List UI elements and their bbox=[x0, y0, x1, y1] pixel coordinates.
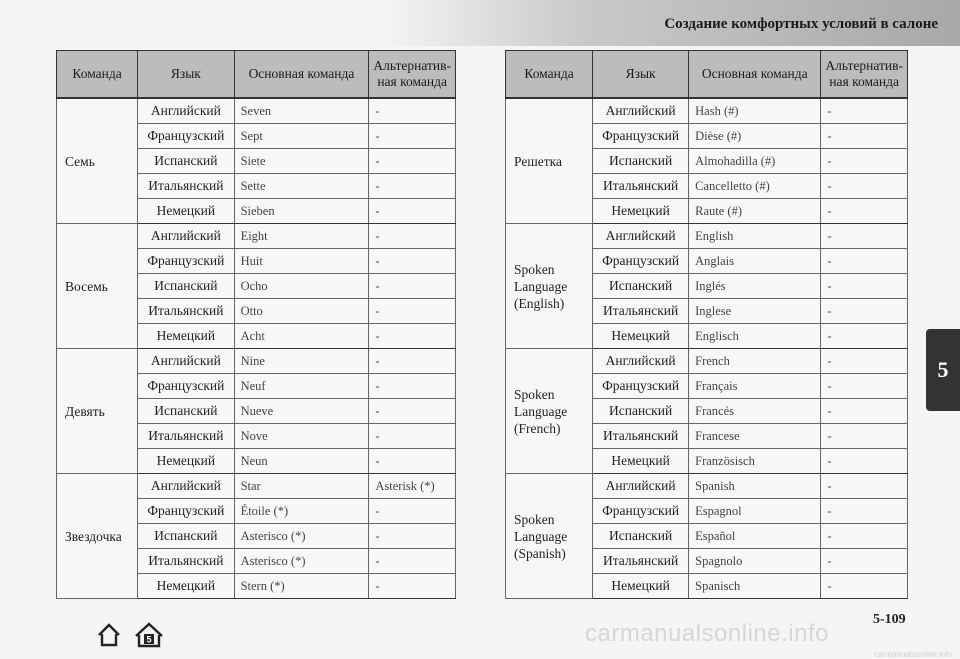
language-cell: Немецкий bbox=[593, 449, 689, 474]
command-line: Spoken bbox=[514, 386, 555, 402]
language-cell: Немецкий bbox=[593, 324, 689, 349]
table-row bbox=[506, 474, 908, 499]
alt-command-cell: - bbox=[369, 499, 456, 524]
col-header-alt-command bbox=[369, 51, 456, 99]
language-cell: Английский bbox=[593, 349, 689, 374]
language-cell: Французский bbox=[138, 374, 234, 399]
alt-command-cell: - bbox=[821, 499, 908, 524]
col-header-main-command: Основная команда bbox=[689, 51, 821, 99]
alt-command-cell: - bbox=[821, 249, 908, 274]
col-header-command: Команда bbox=[57, 51, 138, 99]
alt-command-cell: - bbox=[821, 324, 908, 349]
command-cell bbox=[57, 349, 138, 474]
main-command-cell: Asterisco (*) bbox=[234, 524, 369, 549]
language-cell: Итальянский bbox=[593, 299, 689, 324]
main-command-cell: Französisch bbox=[689, 449, 821, 474]
alt-command-cell: - bbox=[369, 98, 456, 124]
alt-command-cell: - bbox=[821, 374, 908, 399]
command-line: (Spanish) bbox=[514, 545, 566, 561]
language-cell: Английский bbox=[138, 349, 234, 374]
main-command-cell: Sieben bbox=[234, 199, 369, 224]
alt-command-cell: - bbox=[369, 449, 456, 474]
toc-badge-text: 5 bbox=[146, 634, 152, 645]
main-command-cell: Huit bbox=[234, 249, 369, 274]
main-command-cell: Espagnol bbox=[689, 499, 821, 524]
alt-command-cell: - bbox=[369, 299, 456, 324]
main-command-cell: French bbox=[689, 349, 821, 374]
alt-command-cell: - bbox=[369, 524, 456, 549]
command-line: Девять bbox=[65, 403, 105, 419]
language-cell: Итальянский bbox=[138, 549, 234, 574]
alt-command-cell: - bbox=[821, 474, 908, 499]
alt-command-cell: - bbox=[821, 549, 908, 574]
language-cell: Французский bbox=[593, 374, 689, 399]
alt-command-cell: - bbox=[821, 274, 908, 299]
alt-command-cell: - bbox=[369, 574, 456, 599]
voice-command-table-right bbox=[505, 50, 908, 599]
command-line: Семь bbox=[65, 153, 95, 169]
command-line: Language bbox=[514, 528, 568, 544]
alt-command-cell: - bbox=[369, 324, 456, 349]
language-cell: Испанский bbox=[138, 149, 234, 174]
language-cell: Немецкий bbox=[138, 449, 234, 474]
command-cell bbox=[57, 474, 138, 599]
table-row bbox=[506, 224, 908, 249]
toc-icon[interactable] bbox=[134, 622, 164, 648]
alt-command-cell: - bbox=[821, 524, 908, 549]
alt-command-cell: - bbox=[821, 574, 908, 599]
command-line: Spoken bbox=[514, 261, 555, 277]
main-command-cell: Sept bbox=[234, 124, 369, 149]
table-row bbox=[57, 98, 456, 124]
language-cell: Французский bbox=[138, 249, 234, 274]
alt-command-cell: - bbox=[369, 349, 456, 374]
table-header-row bbox=[506, 51, 908, 99]
alt-command-cell: - bbox=[369, 374, 456, 399]
main-command-cell: Spagnolo bbox=[689, 549, 821, 574]
chapter-tab[interactable]: 5 bbox=[926, 329, 960, 411]
page-header-title: Создание комфортных условий в салоне bbox=[664, 16, 938, 32]
alt-command-cell: - bbox=[821, 174, 908, 199]
table-row bbox=[506, 349, 908, 374]
watermark-small: carmanualsonline.info bbox=[874, 650, 952, 659]
alt-command-cell: - bbox=[369, 424, 456, 449]
command-line: (English) bbox=[514, 295, 565, 311]
col-header-language: Язык bbox=[593, 51, 689, 99]
main-command-cell: Anglais bbox=[689, 249, 821, 274]
alt-command-cell: - bbox=[821, 349, 908, 374]
alt-header-line2: ная команда bbox=[377, 74, 448, 89]
main-command-cell: Inglés bbox=[689, 274, 821, 299]
alt-command-cell: - bbox=[821, 299, 908, 324]
main-command-cell: Asterisco (*) bbox=[234, 549, 369, 574]
command-line: Звездочка bbox=[65, 528, 122, 544]
main-command-cell: Étoile (*) bbox=[234, 499, 369, 524]
language-cell: Английский bbox=[593, 224, 689, 249]
language-cell: Английский bbox=[593, 98, 689, 124]
alt-command-cell: - bbox=[369, 124, 456, 149]
main-command-cell: Spanish bbox=[689, 474, 821, 499]
main-command-cell: Español bbox=[689, 524, 821, 549]
main-command-cell: Raute (#) bbox=[689, 199, 821, 224]
language-cell: Немецкий bbox=[138, 199, 234, 224]
command-line: Решетка bbox=[514, 153, 562, 169]
page-number: 5-109 bbox=[873, 612, 906, 627]
home-icon[interactable] bbox=[96, 622, 122, 648]
language-cell: Французский bbox=[593, 124, 689, 149]
alt-command-cell: - bbox=[369, 249, 456, 274]
language-cell: Английский bbox=[593, 474, 689, 499]
alt-command-cell: - bbox=[821, 399, 908, 424]
language-cell: Итальянский bbox=[138, 174, 234, 199]
language-cell: Английский bbox=[138, 224, 234, 249]
nav-icons bbox=[96, 622, 164, 648]
main-command-cell: Nine bbox=[234, 349, 369, 374]
main-command-cell: Inglese bbox=[689, 299, 821, 324]
main-command-cell: English bbox=[689, 224, 821, 249]
language-cell: Итальянский bbox=[138, 299, 234, 324]
alt-command-cell: - bbox=[821, 98, 908, 124]
language-cell: Испанский bbox=[593, 149, 689, 174]
language-cell: Немецкий bbox=[138, 324, 234, 349]
alt-command-cell: - bbox=[821, 199, 908, 224]
header-band bbox=[380, 0, 960, 46]
main-command-cell: Sette bbox=[234, 174, 369, 199]
alt-command-cell: Asterisk (*) bbox=[369, 474, 456, 499]
command-cell bbox=[506, 474, 593, 599]
language-cell: Немецкий bbox=[138, 574, 234, 599]
command-line: (French) bbox=[514, 420, 561, 436]
main-command-cell: Seven bbox=[234, 98, 369, 124]
alt-command-cell: - bbox=[369, 149, 456, 174]
alt-command-cell: - bbox=[821, 449, 908, 474]
table-row bbox=[57, 474, 456, 499]
main-command-cell: Stern (*) bbox=[234, 574, 369, 599]
col-header-alt-command bbox=[821, 51, 908, 99]
command-cell bbox=[506, 224, 593, 349]
language-cell: Испанский bbox=[593, 274, 689, 299]
alt-command-cell: - bbox=[821, 124, 908, 149]
alt-command-cell: - bbox=[369, 399, 456, 424]
main-command-cell: Otto bbox=[234, 299, 369, 324]
language-cell: Итальянский bbox=[593, 424, 689, 449]
language-cell: Испанский bbox=[138, 524, 234, 549]
alt-command-cell: - bbox=[369, 224, 456, 249]
col-header-main-command: Основная команда bbox=[234, 51, 369, 99]
command-cell bbox=[57, 98, 138, 224]
alt-command-cell: - bbox=[369, 174, 456, 199]
main-command-cell: Cancelletto (#) bbox=[689, 174, 821, 199]
main-command-cell: Acht bbox=[234, 324, 369, 349]
main-command-cell: Hash (#) bbox=[689, 98, 821, 124]
alt-command-cell: - bbox=[369, 549, 456, 574]
table-header-row bbox=[57, 51, 456, 99]
alt-command-cell: - bbox=[369, 199, 456, 224]
main-command-cell: Englisch bbox=[689, 324, 821, 349]
voice-command-table-left bbox=[56, 50, 456, 599]
main-command-cell: Eight bbox=[234, 224, 369, 249]
alt-command-cell: - bbox=[821, 149, 908, 174]
main-command-cell: Ocho bbox=[234, 274, 369, 299]
alt-command-cell: - bbox=[821, 224, 908, 249]
language-cell: Французский bbox=[593, 249, 689, 274]
language-cell: Английский bbox=[138, 474, 234, 499]
language-cell: Немецкий bbox=[593, 199, 689, 224]
language-cell: Немецкий bbox=[593, 574, 689, 599]
language-cell: Французский bbox=[593, 499, 689, 524]
watermark: carmanualsonline.info bbox=[585, 620, 829, 647]
command-line: Spoken bbox=[514, 511, 555, 527]
command-line: Language bbox=[514, 403, 568, 419]
main-command-cell: Francés bbox=[689, 399, 821, 424]
main-command-cell: Spanisch bbox=[689, 574, 821, 599]
alt-header-line1: Альтернатив- bbox=[825, 58, 903, 73]
command-line: Language bbox=[514, 278, 568, 294]
language-cell: Итальянский bbox=[593, 174, 689, 199]
command-cell bbox=[506, 98, 593, 224]
main-command-cell: Neun bbox=[234, 449, 369, 474]
main-command-cell: Français bbox=[689, 374, 821, 399]
main-command-cell: Almohadilla (#) bbox=[689, 149, 821, 174]
language-cell: Испанский bbox=[138, 399, 234, 424]
table-row bbox=[506, 98, 908, 124]
alt-command-cell: - bbox=[369, 274, 456, 299]
command-line: Восемь bbox=[65, 278, 108, 294]
language-cell: Английский bbox=[138, 98, 234, 124]
language-cell: Испанский bbox=[593, 524, 689, 549]
language-cell: Французский bbox=[138, 124, 234, 149]
command-cell bbox=[506, 349, 593, 474]
col-header-language: Язык bbox=[138, 51, 234, 99]
main-command-cell: Nove bbox=[234, 424, 369, 449]
language-cell: Испанский bbox=[138, 274, 234, 299]
main-command-cell: Nueve bbox=[234, 399, 369, 424]
main-command-cell: Francese bbox=[689, 424, 821, 449]
table-row bbox=[57, 349, 456, 374]
language-cell: Испанский bbox=[593, 399, 689, 424]
language-cell: Итальянский bbox=[138, 424, 234, 449]
main-command-cell: Siete bbox=[234, 149, 369, 174]
col-header-command: Команда bbox=[506, 51, 593, 99]
command-cell bbox=[57, 224, 138, 349]
main-command-cell: Neuf bbox=[234, 374, 369, 399]
language-cell: Французский bbox=[138, 499, 234, 524]
language-cell: Итальянский bbox=[593, 549, 689, 574]
main-command-cell: Star bbox=[234, 474, 369, 499]
main-command-cell: Dièse (#) bbox=[689, 124, 821, 149]
alt-header-line1: Альтернатив- bbox=[373, 58, 451, 73]
table-row bbox=[57, 224, 456, 249]
alt-header-line2: ная команда bbox=[829, 74, 900, 89]
alt-command-cell: - bbox=[821, 424, 908, 449]
